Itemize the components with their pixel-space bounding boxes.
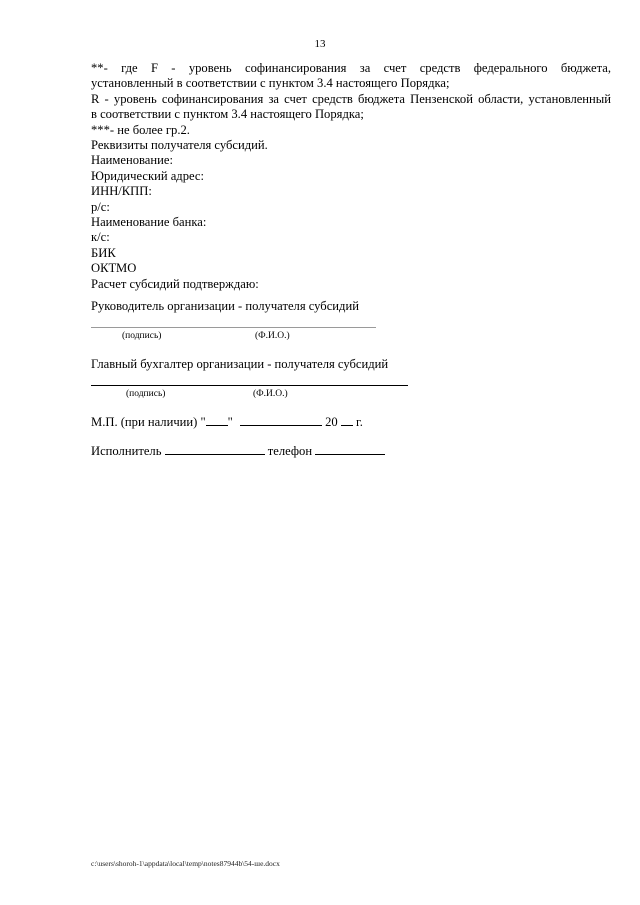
accountant-signature-title: Главный бухгалтер организации - получателя субсидий	[91, 357, 389, 371]
note-r-line2: в соответствии с пунктом 3.4 настоящего Порядка;	[91, 107, 364, 122]
executor-label: Исполнитель	[91, 444, 162, 458]
requisite-oktmo: ОКТМО	[91, 261, 137, 276]
accountant-signature-line	[91, 372, 408, 386]
stamp-date-line	[91, 414, 363, 430]
phone-blank	[315, 443, 385, 455]
head-signature-line	[91, 314, 376, 328]
note-f-line1: **- где F - уровень софинансирования за счет средств федерального бюджета,	[91, 61, 611, 75]
head-signature-block	[91, 299, 381, 343]
year-blank	[341, 414, 353, 426]
accountant-signature-caption: (подпись)	[126, 389, 166, 399]
confirm-statement: Расчет субсидий подтверждаю:	[91, 276, 259, 291]
note-r-line1: R - уровень софинансирования за счет средств бюджета Пензенской области, установленный	[91, 91, 611, 106]
requisite-account: р/с:	[91, 199, 110, 214]
requisite-name: Наименование:	[91, 153, 173, 168]
head-name-caption: (Ф.И.О.)	[255, 331, 290, 341]
day-blank	[206, 414, 228, 426]
requisite-bik: БИК	[91, 245, 116, 260]
document-body	[91, 61, 611, 292]
requisite-legal-address: Юридический адрес:	[91, 168, 204, 183]
month-blank	[240, 414, 322, 426]
note-f-line2: установленный в соответствии с пунктом 3.4 настоящего Порядка;	[91, 76, 450, 91]
stamp-label: М.П. (при наличии) "	[91, 415, 206, 429]
stamp-quote-close: "	[227, 415, 233, 429]
phone-label: телефон	[267, 444, 313, 458]
requisites-heading: Реквизиты получателя субсидий.	[91, 138, 268, 153]
head-signature-title: Руководитель организации - получателя субсидий	[91, 299, 359, 313]
note-gr: ***- не более гр.2.	[91, 122, 190, 137]
executor-blank	[165, 443, 265, 455]
accountant-signature-block	[91, 357, 411, 401]
requisite-inn-kpp: ИНН/КПП:	[91, 184, 152, 199]
year-prefix: 20	[325, 415, 338, 429]
year-suffix: г.	[356, 415, 363, 429]
file-path-footer: c:\users\shoroh-1\appdata\local\temp\notes87944b\54-ше.docx	[91, 859, 280, 868]
page-number: 13	[314, 38, 326, 50]
requisite-bank-name: Наименование банка:	[91, 215, 207, 230]
executor-line	[91, 443, 385, 459]
head-signature-caption: (подпись)	[122, 331, 162, 341]
requisite-corr-account: к/с:	[91, 230, 110, 245]
accountant-name-caption: (Ф.И.О.)	[253, 389, 288, 399]
